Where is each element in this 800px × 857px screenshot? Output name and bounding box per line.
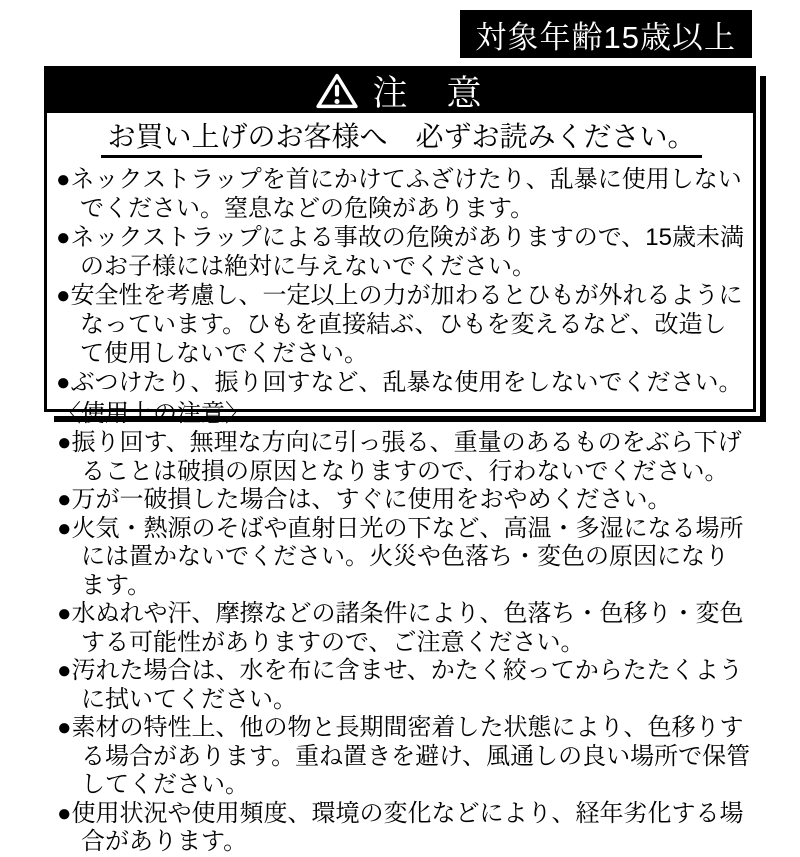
bullet-item: ●安全性を考慮し、一定以上の力が加わるとひもが外れるようになっています。ひもを直接結ぶ、ひもを変えるなど、改造して使用しないでください。 bbox=[56, 282, 743, 367]
bullet-item: ●水ぬれや汗、摩擦などの諸条件により、色落ち・色移り・変色する可能性がありますので、ご注意ください。 bbox=[57, 600, 744, 656]
caution-content bbox=[47, 113, 753, 409]
caution-header bbox=[47, 69, 753, 113]
bullet-item: ●万が一破損した場合は、すぐに使用をおやめください。 bbox=[57, 486, 672, 513]
usage-notes-section bbox=[57, 399, 751, 857]
bullet-item: ●火気・熱源のそばや直射日光の下など、高温・多湿になる場所には置かないでください。火災や色落ち・変色の原因になります。 bbox=[57, 514, 744, 599]
usage-notes-items bbox=[57, 429, 751, 857]
bullet-item: ●振り回す、無理な方向に引っ張る、重量のあるものをぶら下げることは破損の原因となりますので、行わないでください。 bbox=[57, 429, 742, 485]
bullet-item: ●ぶつけたり、振り回すなど、乱暴な使用をしないでください。 bbox=[56, 369, 743, 396]
bullet-item: ●汚れた場合は、水を布に含ませ、かたく絞ってからたたくように拭いてください。 bbox=[57, 657, 743, 713]
caution-items bbox=[56, 165, 747, 397]
caution-title: 注 意 bbox=[372, 74, 484, 113]
caution-subheading: お買い上げのお客様へ 必ずお読みください。 bbox=[101, 120, 701, 158]
age-restriction-badge: 対象年齢15歳以上 bbox=[460, 10, 752, 58]
bullet-item: ●ネックストラップを首にかけてふざけたり、乱暴に使用しないでください。窒息などの危険があります。 bbox=[56, 166, 742, 222]
bullet-item: ●使用状況や使用頻度、環境の変化などにより、経年劣化する場合があります。 bbox=[57, 799, 744, 855]
warning-triangle-icon bbox=[316, 72, 358, 110]
subheading-wrap bbox=[56, 120, 747, 158]
bullet-item: ●ネックストラップによる事故の危険がありますので、15歳未満のお子様には絶対に与えないでください。 bbox=[56, 224, 744, 280]
bullet-item: ●素材の特性上、他の物と長期間密着した状態により、色移りする場合があります。重ね置きを避け、風通しの良い場所で保管してください。 bbox=[57, 714, 751, 798]
caution-box bbox=[44, 66, 756, 412]
usage-notes-title: 〈使用上の注意〉 bbox=[57, 400, 249, 427]
